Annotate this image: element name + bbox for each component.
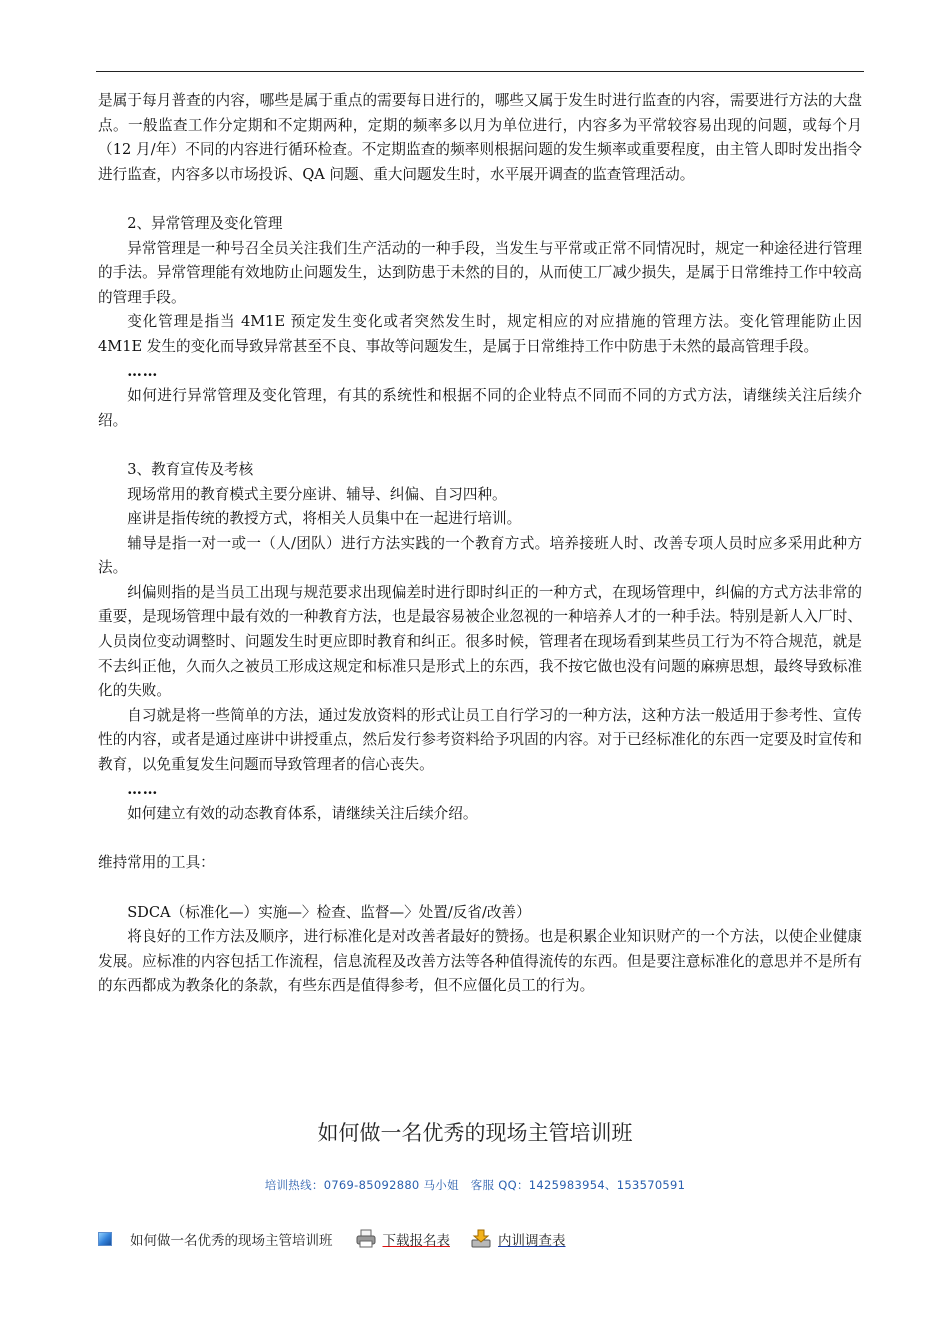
body-paragraph: 纠偏则指的是当员工出现与规范要求出现偏差时进行即时纠正的一种方式，在现场管理中，纠偏的方式方法非常的重要，是现场管理中最有效的一种教育方法，也是最容易被企业忽视的一种培养人才的一种手法。特别是新人入厂时、人员岗位变动调整时、问题发生时更应即时教育和纠正。很多时候，管理者在现场看到某些员工行为不符合规范，就是不去纠正他，久而久之被员工形成这规定和标准只是形式上的东西，我不按它做也没有问题的麻痹思想，最终导致标准化的失败。 — [98, 583, 862, 700]
body-paragraph: 座讲是指传统的教授方式，将相关人员集中在一起进行培训。 — [127, 510, 522, 528]
blank-line — [98, 433, 862, 458]
body-paragraph: 自习就是将一些简单的方法，通过发放资料的形式让员工自行学习的一种方法，这种方法一般适用于参考性、宣传性的内容，或者是通过座讲中讲授重点，然后发行参考资料给予巩固的内容。对于已经标准化的东西一定要及时宣传和教育，以免重复发生问题而导致管理者的信心丧失。 — [98, 706, 862, 774]
blank-line — [98, 187, 862, 212]
body-paragraph: 辅导是指一对一或一（人/团队）进行方法实践的一个教育方式。培养接班人时、改善专项人员时应多采用此种方法。 — [98, 534, 862, 577]
ellipsis-line: …… — [127, 362, 159, 380]
body-paragraph: 是属于每月普查的内容，哪些是属于重点的需要每日进行的，哪些又属于发生时进行监查的内容，需要进行方法的大盘点。一般监查工作分定期和不定期两种，定期的频率多以月为单位进行，内容多为平常较容易出现的问题，或每个月（12 月/年）不同的内容进行循环检查。不定期监查的频率则根据问题的发生频率或重要程度，由主管人即时发出指令进行监查，内容多以市场投诉、QA 问题、重大问题发生时，水平展开调查的监查管理活动。 — [98, 92, 862, 183]
blank-line — [98, 876, 862, 901]
course-title: 如何做一名优秀的现场主管培训班 — [317, 1121, 633, 1145]
body-paragraph: 将良好的工作方法及顺序，进行标准化是对改善者最好的赞扬。也是积累企业知识财产的一个方法，以使企业健康发展。应标准的内容包括工作流程，信息流程及改善方法等各种值得流传的东西。但是要注意标准化的意思并不是所有的东西都成为教条化的条款，有些东西是值得参考，但不应僵化员工的行为。 — [98, 928, 862, 995]
body-paragraph: 如何建立有效的动态教育体系，请继续关注后续介绍。 — [127, 805, 478, 823]
body-paragraph: SDCA（标准化—）实施—〉检查、监督—〉处置/反省/改善） — [127, 903, 531, 921]
download-icon[interactable] — [470, 1229, 492, 1249]
header-rule — [96, 71, 864, 72]
training-hotline: 培训热线：0769-85092880 马小姐 客服 QQ：1425983954、153570591 — [264, 1178, 686, 1192]
body-paragraph: 3、教育宣传及考核 — [127, 460, 254, 478]
ellipsis-line: …… — [127, 780, 159, 798]
body-paragraph: 异常管理是一种号召全员关注我们生产活动的一种手段，当发生与平常或正常不同情况时，规定一种途径进行管理的手法。异常管理能有效地防止问题发生，达到防患于未然的目的，从而使工厂减少损失，是属于日常维持工作中较高的管理手段。 — [98, 239, 862, 306]
document-body — [98, 89, 862, 999]
blank-line — [98, 827, 862, 852]
course-link-label: 如何做一名优秀的现场主管培训班 — [130, 1233, 333, 1249]
body-paragraph: 现场常用的教育模式主要分座讲、辅导、纠偏、自习四种。 — [127, 485, 507, 503]
download-form-link[interactable]: 下载报名表 — [382, 1233, 450, 1249]
course-footer — [98, 1226, 586, 1252]
printer-icon[interactable] — [355, 1229, 377, 1249]
body-paragraph: 维持常用的工具： — [98, 854, 215, 872]
body-paragraph: 变化管理是指当 4M1E 预定发生变化或者突然发生时，规定相应的对应措施的管理方法。变化管理能防止因 4M1E 发生的变化而导致异常甚至不良、事故等问题发生，是属于日常维持工作中防患于未然的最高管理手段。 — [98, 313, 862, 355]
bullet-square-icon — [98, 1232, 112, 1246]
body-paragraph: 2、异常管理及变化管理 — [127, 214, 283, 232]
survey-form-link[interactable]: 内训调查表 — [498, 1233, 566, 1249]
body-paragraph: 如何进行异常管理及变化管理，有其的系统性和根据不同的企业特点不同而不同的方式方法，请继续关注后续介绍。 — [98, 387, 862, 429]
